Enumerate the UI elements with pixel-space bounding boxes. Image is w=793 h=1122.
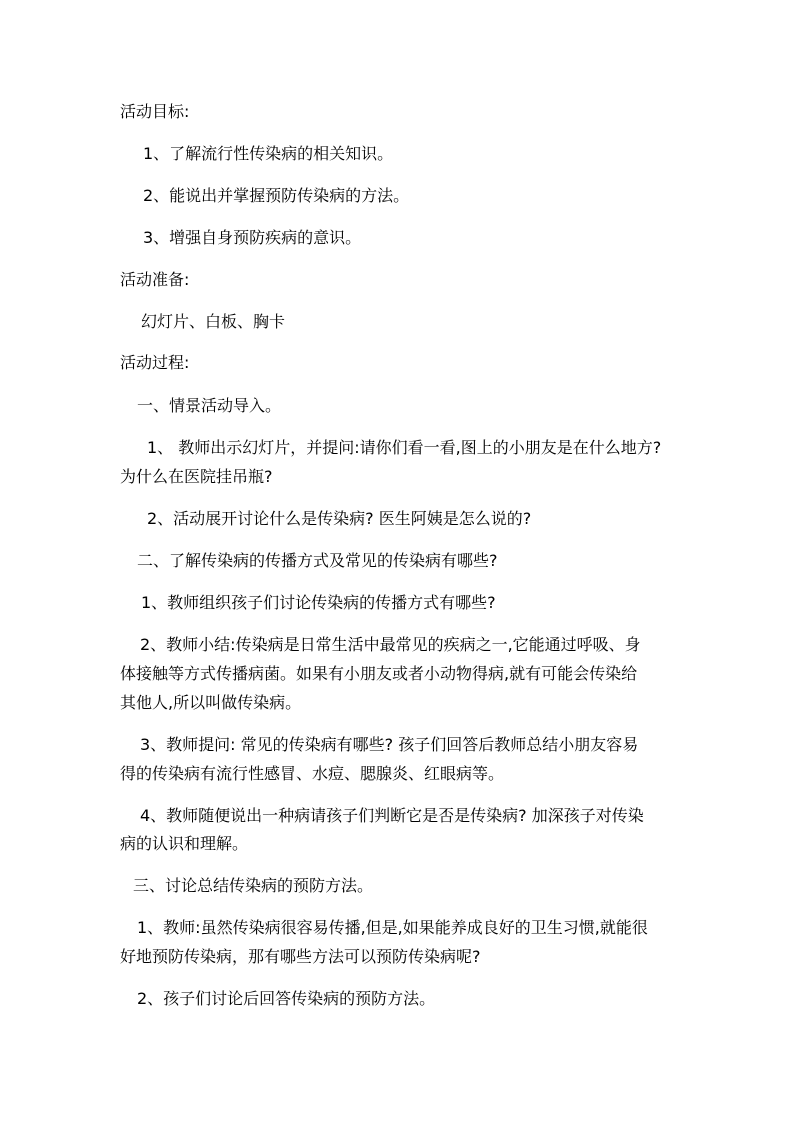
section-2-paragraph-2-line-2: 体接触等方式传播病菌。如果有小朋友或者小动物得病,就有可能会传染给 (120, 664, 638, 683)
section-3-paragraph-1-line-1: 1、教师:虽然传染病很容易传播,但是,如果能养成良好的卫生习惯,就能很 (137, 918, 648, 937)
process-heading: 活动过程: (120, 353, 190, 372)
goal-heading: 活动目标: (120, 102, 190, 121)
section-2-paragraph-3-line-2: 得的传染病有流行性感冒、水痘、腮腺炎、红眼病等。 (120, 764, 505, 783)
section-2-paragraph-1: 1、教师组织孩子们讨论传染病的传播方式有哪些? (141, 593, 496, 612)
section-2-paragraph-3-line-1: 3、教师提问: 常见的传染病有哪些? 孩子们回答后教师总结小朋友容易 (140, 735, 639, 754)
section-3-title: 三、讨论总结传染病的预防方法。 (133, 876, 374, 895)
goal-item-1: 1、了解流行性传染病的相关知识。 (143, 144, 394, 163)
prep-heading: 活动准备: (120, 270, 190, 289)
section-1-title: 一、情景活动导入。 (137, 396, 282, 415)
section-1-paragraph-2: 2、活动展开讨论什么是传染病? 医生阿姨是怎么说的? (147, 509, 532, 528)
section-2-paragraph-4-line-1: 4、教师随便说出一种病请孩子们判断它是否是传染病? 加深孩子对传染 (140, 806, 644, 825)
goal-item-2: 2、能说出并掌握预防传染病的方法。 (143, 186, 410, 205)
section-1-paragraph-1-line-2: 为什么在医院挂吊瓶? (120, 467, 273, 486)
section-2-paragraph-2-line-1: 2、教师小结:传染病是日常生活中最常见的疾病之一,它能通过呼吸、身 (140, 635, 641, 654)
section-1-paragraph-1-line-1: 1、 教师出示幻灯片，并提问:请你们看一看,图上的小朋友是在什么地方? (147, 438, 662, 457)
section-2-paragraph-4-line-2: 病的认识和理解。 (120, 834, 249, 853)
section-3-paragraph-2: 2、孩子们讨论后回答传染病的预防方法。 (137, 989, 436, 1008)
goal-item-3: 3、增强自身预防疾病的意识。 (143, 228, 362, 247)
section-3-paragraph-1-line-2: 好地预防传染病，那有哪些方法可以预防传染病呢? (120, 947, 481, 966)
section-2-title: 二、了解传染病的传播方式及常见的传染病有哪些? (137, 551, 498, 570)
section-2-paragraph-2-line-3: 其他人,所以叫做传染病。 (120, 693, 302, 712)
prep-items: 幻灯片、白板、胸卡 (141, 312, 286, 331)
